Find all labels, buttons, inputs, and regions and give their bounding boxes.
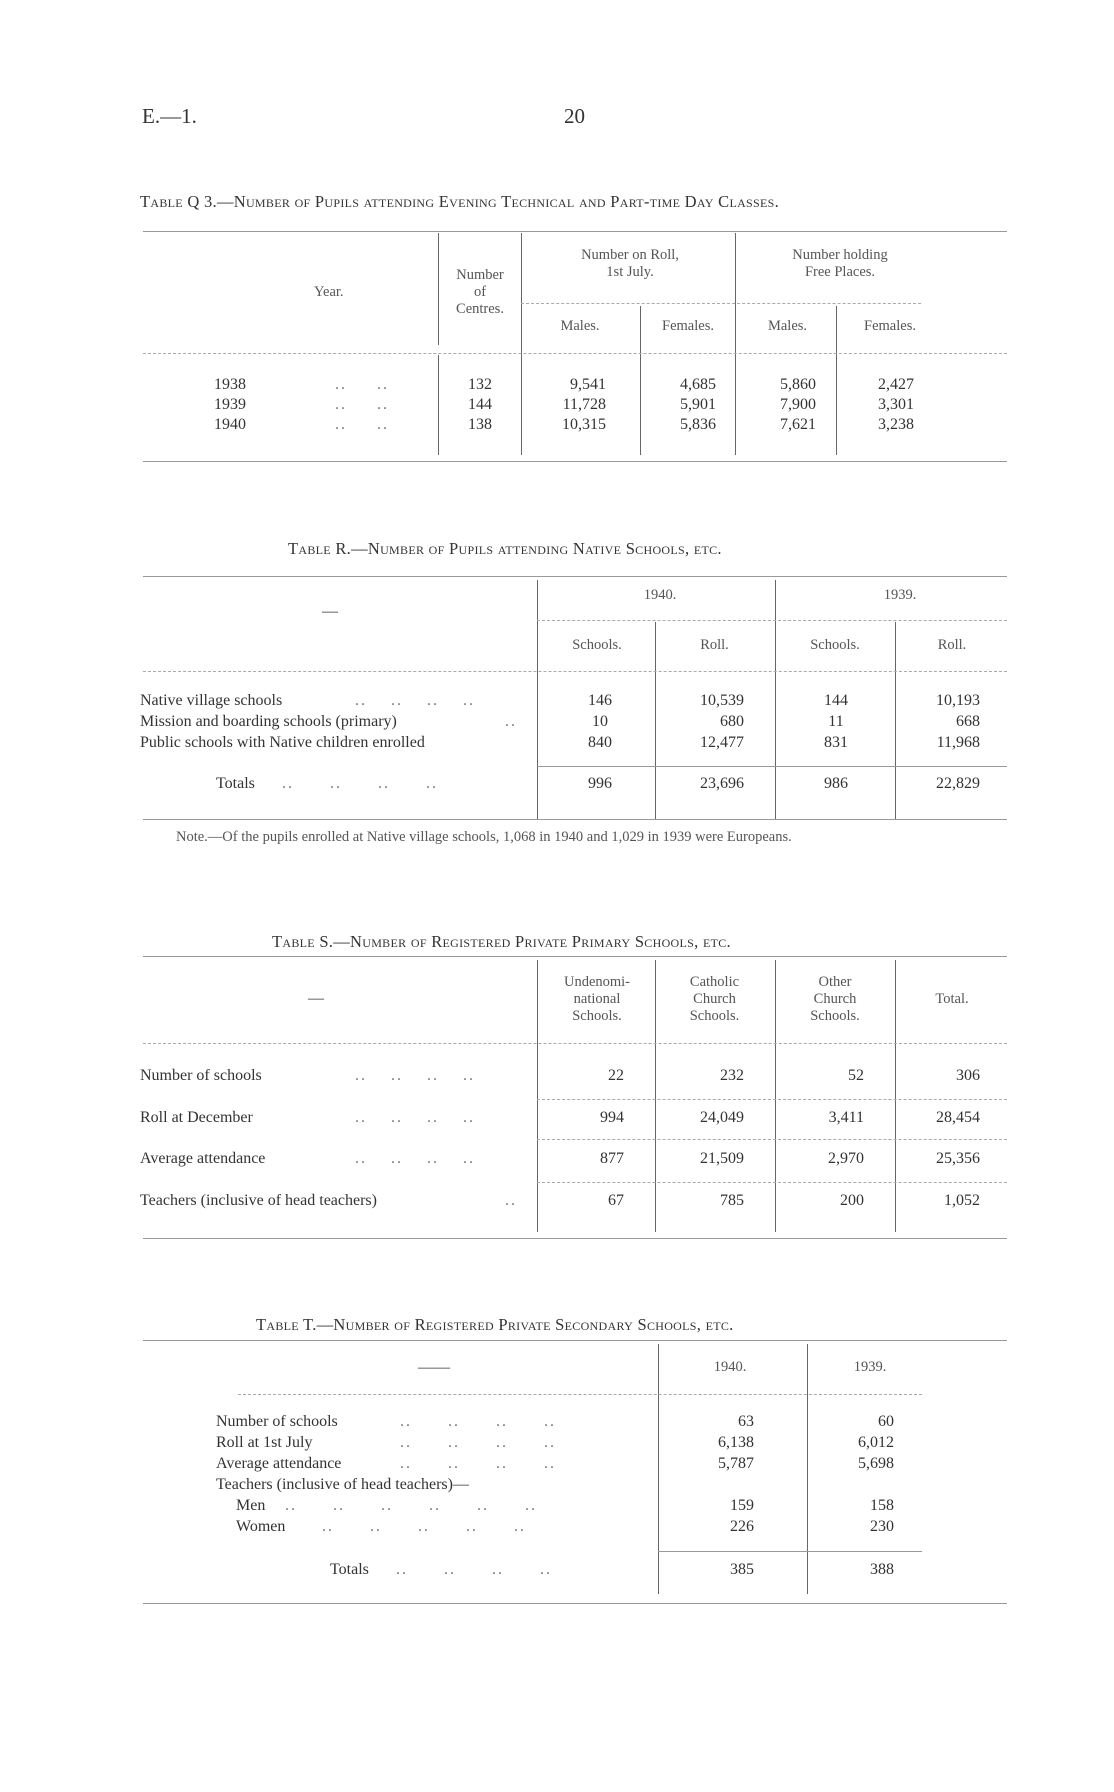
row-label: Average attendance	[140, 1150, 266, 1167]
row-label: Teachers (inclusive of head teachers)—	[216, 1476, 469, 1493]
header-undenom-1: Undenomi-	[563, 974, 631, 990]
cell-free-females: 3,301	[878, 396, 914, 413]
cell-catholic: 21,509	[700, 1150, 744, 1167]
cell-roll-1940: 680	[720, 713, 744, 730]
cell-roll-females: 4,685	[680, 376, 716, 393]
header-roll-1940: Roll.	[700, 637, 729, 653]
cell-centres: 144	[468, 396, 492, 413]
leader-dots: .. .. .. ..	[355, 692, 475, 709]
table-s-caption: Table S.—Number of Registered Private Primary Schools, etc.	[272, 932, 731, 951]
header-other-2: Church	[813, 991, 857, 1007]
cell-undenom: 67	[608, 1192, 624, 1209]
cell-undenom: 994	[600, 1109, 624, 1126]
header-1940: 1940.	[713, 1359, 747, 1375]
row-label: Roll at 1st July	[216, 1434, 313, 1451]
header-catholic-3: Schools.	[689, 1008, 740, 1024]
cell-total: 1,052	[944, 1192, 980, 1209]
totals-1940: 385	[730, 1561, 754, 1578]
cell-roll-1939: 668	[956, 713, 980, 730]
cell-1939: 158	[870, 1497, 894, 1514]
cell-other: 2,970	[828, 1150, 864, 1167]
cell-1939: 5,698	[858, 1455, 894, 1472]
cell-1939: 230	[870, 1518, 894, 1535]
leader-dots: ..	[505, 713, 517, 730]
cell-free-females: 3,238	[878, 416, 914, 433]
row-label: Average attendance	[216, 1455, 342, 1472]
cell-roll-1939: 11,968	[936, 734, 980, 751]
totals-roll-1939: 22,829	[936, 775, 980, 792]
table-r-note: Note.—Of the pupils enrolled at Native village schools, 1,068 in 1940 and 1,029 in 1939 were Europeans.	[176, 829, 792, 845]
cell-catholic: 232	[720, 1067, 744, 1084]
leader-dots: .. .. .. ..	[355, 1067, 475, 1084]
table-r-caption: Table R.—Number of Pupils attending Native Schools, etc.	[288, 539, 722, 558]
leader-dots: .. .. .. ..	[400, 1455, 556, 1472]
cell-free-males: 7,621	[780, 416, 816, 433]
cell-other: 52	[848, 1067, 864, 1084]
header-centres-1: Number	[456, 267, 504, 283]
page-number: 20	[564, 104, 585, 128]
cell-free-males: 5,860	[780, 376, 816, 393]
cell-other: 3,411	[828, 1109, 864, 1126]
header-free-2: Free Places.	[804, 264, 876, 280]
row-label: Number of schools	[140, 1067, 262, 1084]
leader-dots: .. .. .. ..	[400, 1413, 556, 1430]
cell-total: 306	[956, 1067, 980, 1084]
leader-dots: .. .. .. ..	[355, 1109, 475, 1126]
cell-1939: 6,012	[858, 1434, 894, 1451]
page-reference: E.—1.	[142, 104, 197, 128]
cell-1940: 63	[738, 1413, 754, 1430]
cell-other: 200	[840, 1192, 864, 1209]
leader-dots: .. .. .. ..	[355, 1150, 475, 1167]
header-centres-2: of	[473, 284, 487, 300]
cell-schools-1939: 144	[824, 692, 848, 709]
header-year: Year.	[314, 284, 344, 300]
cell-1940: 6,138	[718, 1434, 754, 1451]
totals-roll-1940: 23,696	[700, 775, 744, 792]
cell-free-males: 7,900	[780, 396, 816, 413]
cell-free-females: 2,427	[878, 376, 914, 393]
cell-centres: 132	[468, 376, 492, 393]
cell-schools-1940: 840	[588, 734, 612, 751]
totals-schools-1939: 986	[824, 775, 848, 792]
totals-1939: 388	[870, 1561, 894, 1578]
header-schools-1940: Schools.	[572, 637, 622, 653]
header-other-3: Schools.	[810, 1008, 860, 1024]
row-label: Native village schools	[140, 692, 283, 709]
row-label: Roll at December	[140, 1109, 253, 1126]
cell-year: 1939	[214, 396, 246, 413]
cell-schools-1939: 831	[824, 734, 848, 751]
header-1939: 1939.	[853, 1359, 887, 1375]
cell-roll-1939: 10,193	[936, 692, 980, 709]
header-other-1: Other	[818, 974, 852, 990]
cell-roll-1940: 12,477	[700, 734, 744, 751]
cell-1940: 226	[730, 1518, 754, 1535]
table-t-caption: Table T.—Number of Registered Private Secondary Schools, etc.	[256, 1315, 734, 1334]
row-label: Public schools with Native children enrolled	[140, 734, 425, 751]
header-1939: 1939.	[883, 587, 917, 603]
cell-schools-1939: 11	[828, 713, 844, 730]
cell-total: 28,454	[936, 1109, 980, 1126]
header-1940: 1940.	[643, 587, 677, 603]
leader-dots: ..	[505, 1192, 517, 1209]
cell-1939: 60	[878, 1413, 894, 1430]
leader-dots: .. ..	[335, 396, 389, 413]
cell-1940: 159	[730, 1497, 754, 1514]
stub-dash: —	[322, 603, 338, 620]
cell-undenom: 22	[608, 1067, 624, 1084]
header-undenom-2: national	[573, 991, 621, 1007]
cell-schools-1940: 10	[592, 713, 608, 730]
header-total: Total.	[935, 991, 969, 1007]
cell-roll-females: 5,836	[680, 416, 716, 433]
header-roll-females: Females.	[662, 318, 714, 334]
stub-dash: —	[308, 990, 324, 1007]
stub-dash: ——	[418, 1359, 450, 1376]
leader-dots: .. .. .. ..	[400, 1434, 556, 1451]
cell-year: 1938	[214, 376, 246, 393]
cell-schools-1940: 146	[588, 692, 612, 709]
totals-label: Totals	[216, 775, 255, 792]
header-roll-2: 1st July.	[606, 264, 654, 280]
row-label: Teachers (inclusive of head teachers)	[140, 1192, 377, 1209]
header-roll-1: Number on Roll,	[581, 247, 679, 263]
totals-schools-1940: 996	[588, 775, 612, 792]
cell-roll-males: 11,728	[562, 396, 606, 413]
header-schools-1939: Schools.	[810, 637, 860, 653]
row-label: Men	[236, 1497, 266, 1514]
cell-centres: 138	[468, 416, 492, 433]
header-roll-males: Males.	[560, 318, 600, 334]
header-catholic-2: Church	[693, 991, 736, 1007]
header-undenom-3: Schools.	[572, 1008, 622, 1024]
cell-total: 25,356	[936, 1150, 980, 1167]
totals-label: Totals	[330, 1561, 369, 1578]
cell-undenom: 877	[600, 1150, 624, 1167]
cell-roll-females: 5,901	[680, 396, 716, 413]
header-centres-3: Centres.	[456, 301, 504, 317]
leader-dots: .. .. .. .. .. ..	[285, 1497, 537, 1514]
cell-roll-males: 9,541	[570, 376, 606, 393]
leader-dots: .. .. .. ..	[396, 1561, 552, 1578]
header-free-1: Number holding	[792, 247, 888, 263]
cell-roll-1940: 10,539	[700, 692, 744, 709]
leader-dots: .. ..	[335, 416, 389, 433]
header-catholic-1: Catholic	[689, 974, 740, 990]
header-free-males: Males.	[767, 318, 808, 334]
cell-year: 1940	[214, 416, 246, 433]
row-label: Women	[236, 1518, 286, 1535]
row-label: Number of schools	[216, 1413, 338, 1430]
leader-dots: .. .. .. ..	[282, 775, 438, 792]
header-roll-1939: Roll.	[937, 637, 967, 653]
header-free-females: Females.	[864, 318, 916, 334]
leader-dots: .. .. .. .. ..	[322, 1518, 526, 1535]
cell-catholic: 24,049	[700, 1109, 744, 1126]
cell-roll-males: 10,315	[562, 416, 606, 433]
cell-catholic: 785	[720, 1192, 744, 1209]
row-label: Mission and boarding schools (primary)	[140, 713, 397, 730]
leader-dots: .. ..	[335, 376, 389, 393]
cell-1940: 5,787	[718, 1455, 754, 1472]
table-q3-caption: Table Q 3.—Number of Pupils attending Evening Technical and Part-time Day Classes.	[140, 192, 780, 211]
